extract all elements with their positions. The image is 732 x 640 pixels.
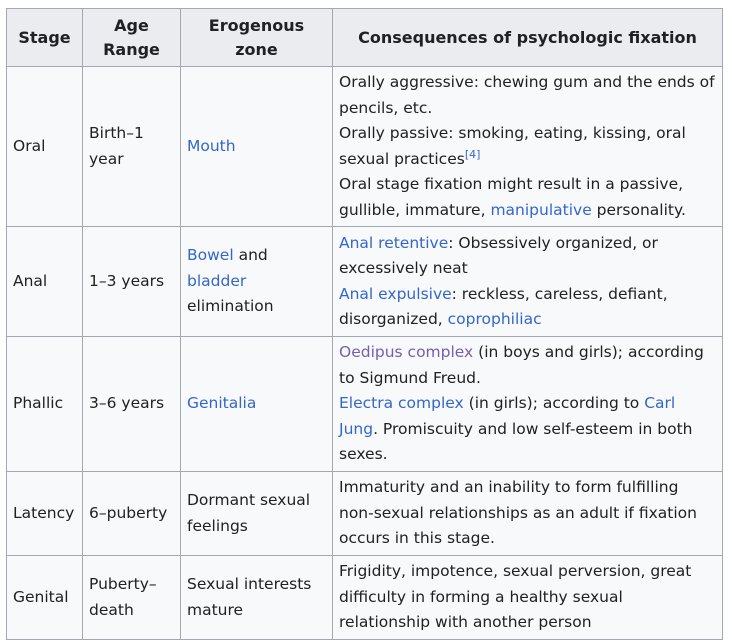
consequence-text-part: Orally passive: smoking, eating, kissing, oral sexual practices <box>339 124 686 168</box>
zone-link-bowel[interactable]: Bowel <box>187 246 234 265</box>
zone-text: and <box>233 246 268 265</box>
zone-cell <box>181 67 333 227</box>
stage-cell: Genital <box>7 556 83 640</box>
table-row <box>7 227 723 337</box>
age-cell: Puberty–death <box>83 556 181 640</box>
consequence-text: Immaturity and an inability to form fulfilling non-sexual relationships as an adult if fixation occurs in this stage. <box>339 478 697 548</box>
zone-cell: Dormant sexual feelings <box>181 472 333 556</box>
consequence-text-part: : Obsessively organized, or excessively neat <box>339 233 658 277</box>
zone-link-genitalia[interactable]: Genitalia <box>187 394 257 413</box>
manipulative-link[interactable]: manipulative <box>490 200 592 219</box>
consequences-cell <box>333 337 723 472</box>
consequence-text-part: . Promiscuity and low self-esteem in both sexes. <box>339 419 693 464</box>
age-cell: 1–3 years <box>83 227 181 337</box>
zone-text: elimination <box>187 297 274 316</box>
table-row <box>7 337 723 472</box>
anal-expulsive-link[interactable]: Anal expulsive <box>339 284 452 303</box>
age-cell: Birth–1 year <box>83 67 181 227</box>
oedipus-complex-link[interactable]: Oedipus complex <box>339 343 474 362</box>
consequence-text-part: (in boys and girls); according to Sigmund Freud. <box>339 343 704 387</box>
consequence-text <box>339 231 716 282</box>
header-row <box>7 9 723 67</box>
zone-link-mouth[interactable]: Mouth <box>187 136 236 155</box>
header-age-range[interactable]: Age Range <box>83 9 181 67</box>
zone-cell <box>181 337 333 472</box>
consequences-cell <box>333 472 723 556</box>
stage-cell: Oral <box>7 67 83 227</box>
consequence-text-part: Oral stage fixation might result in a passive, gullible, immature, <box>339 175 684 219</box>
consequence-text-part: : reckless, careless, defiant, disorganized, <box>339 284 668 328</box>
zone-cell <box>181 227 333 337</box>
consequence-text <box>339 340 716 391</box>
consequence-text: Orally aggressive: chewing gum and the ends of pencils, etc. <box>339 73 715 117</box>
zone-link-bladder[interactable]: bladder <box>187 271 247 290</box>
table-row <box>7 67 723 227</box>
header-stage[interactable]: Stage <box>7 9 83 67</box>
table-row <box>7 556 723 640</box>
psychosexual-stages-table <box>6 8 723 640</box>
age-cell: 6–puberty <box>83 472 181 556</box>
consequence-text-part: (in girls); according to <box>463 394 645 413</box>
age-cell: 3–6 years <box>83 337 181 472</box>
header-consequences[interactable]: Consequences of psychologic fixation <box>333 9 723 67</box>
citation-link[interactable]: [4] <box>464 147 481 161</box>
carl-jung-link[interactable]: Carl Jung <box>339 394 676 438</box>
consequence-text <box>339 282 716 333</box>
table-row <box>7 472 723 556</box>
stage-cell: Anal <box>7 227 83 337</box>
stage-cell: Phallic <box>7 337 83 472</box>
header-erogenous-zone[interactable]: Erogenous zone <box>181 9 333 67</box>
consequences-cell <box>333 67 723 227</box>
consequence-text <box>339 172 716 223</box>
zone-cell: Sexual interests mature <box>181 556 333 640</box>
consequence-text <box>339 121 716 172</box>
consequences-cell <box>333 556 723 640</box>
consequence-text: Frigidity, impotence, sexual perversion, great difficulty in forming a healthy sexual relationship with another person <box>339 562 692 632</box>
consequences-cell <box>333 227 723 337</box>
consequence-text-part: personality. <box>591 200 686 219</box>
coprophiliac-link[interactable]: coprophiliac <box>447 310 542 328</box>
stage-cell: Latency <box>7 472 83 556</box>
anal-retentive-link[interactable]: Anal retentive <box>339 233 449 252</box>
electra-complex-link[interactable]: Electra complex <box>339 394 464 413</box>
consequence-text <box>339 391 716 468</box>
